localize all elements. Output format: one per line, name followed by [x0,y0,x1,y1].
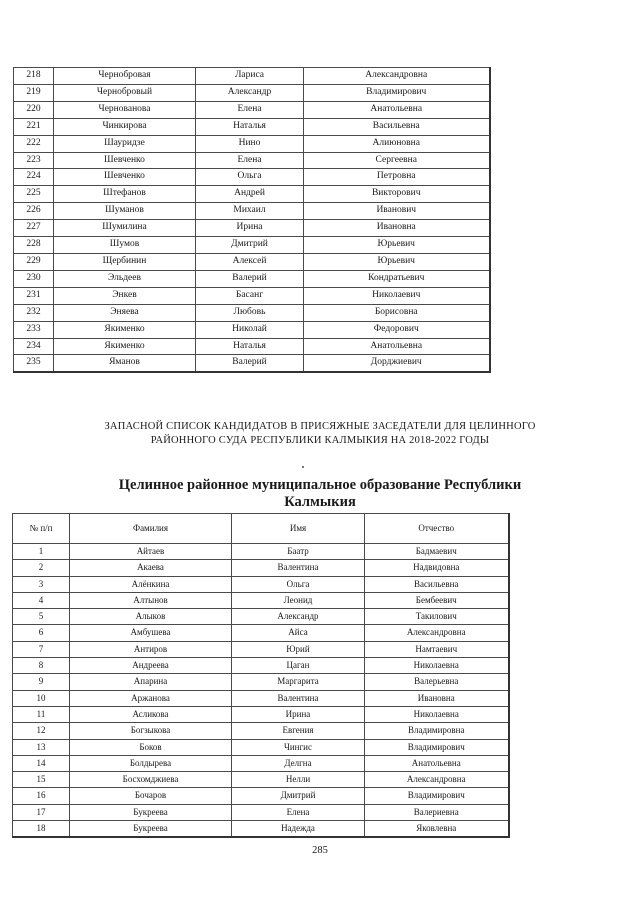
table-row [13,576,509,592]
cell-first-name: Нино [196,135,304,152]
cell-number: 235 [14,355,54,372]
cell-first-name: Чингис [232,739,365,755]
cell-number: 232 [14,304,54,321]
cell-number: 6 [13,625,70,641]
cell-surname: Болдырева [70,755,232,771]
municipality-heading-line1: Целинное районное муниципальное образование Республики [118,477,522,493]
reserve-list-title-line1: ЗАПАСНОЙ СПИСОК КАНДИДАТОВ В ПРИСЯЖНЫЕ ЗАСЕДАТЕЛИ ДЛЯ ЦЕЛИННОГО [104,421,536,432]
cell-patronymic: Кондратьевич [304,270,490,287]
cell-surname: Штефанов [54,186,196,203]
cell-number: 1 [13,544,70,560]
table-row [14,270,490,287]
cell-number: 225 [14,186,54,203]
cell-surname: Аржанова [70,690,232,706]
cell-patronymic: Владимирович [304,84,490,101]
cell-first-name: Юрий [232,641,365,657]
cell-first-name: Цаган [232,658,365,674]
table-row [14,68,490,85]
cell-surname: Чинкирова [54,118,196,135]
table-header-row [13,514,509,544]
cell-patronymic: Васильевна [304,118,490,135]
cell-first-name: Любовь [196,304,304,321]
cell-patronymic: Бадмаевич [365,544,509,560]
table-row [14,287,490,304]
cell-first-name: Дмитрий [196,237,304,254]
cell-patronymic: Владимировна [365,723,509,739]
cell-patronymic: Юрьевич [304,253,490,270]
table-row [14,321,490,338]
cell-surname: Щербинин [54,253,196,270]
header-patronymic: Отчество [365,514,509,544]
table-row [14,186,490,203]
cell-number: 224 [14,169,54,186]
table-row [13,690,509,706]
cell-surname: Боков [70,739,232,755]
table-row [14,101,490,118]
table-row [13,560,509,576]
cell-surname: Шумов [54,237,196,254]
cell-number: 5 [13,609,70,625]
cell-surname: Якименко [54,338,196,355]
cell-patronymic: Юрьевич [304,237,490,254]
municipality-heading-line2: Калмыкия [284,494,356,510]
cell-number: 226 [14,203,54,220]
header-surname: Фамилия [70,514,232,544]
table-row [13,821,509,838]
cell-patronymic: Борисовна [304,304,490,321]
table-row [14,304,490,321]
cell-patronymic: Валерьевна [365,674,509,690]
table-row [14,220,490,237]
table-row [14,135,490,152]
table-row [13,755,509,771]
header-first-name: Имя [232,514,365,544]
table-row [13,641,509,657]
cell-first-name: Леонид [232,592,365,608]
cell-first-name: Александр [196,84,304,101]
cell-patronymic: Надвидовна [365,560,509,576]
cell-number: 3 [13,576,70,592]
cell-number: 4 [13,592,70,608]
cell-first-name: Елена [196,101,304,118]
cell-surname: Букреева [70,821,232,838]
cell-first-name: Елена [232,804,365,820]
cell-patronymic: Намтаевич [365,641,509,657]
cell-first-name: Ольга [232,576,365,592]
cell-number: 218 [14,68,54,85]
cell-first-name: Алексей [196,253,304,270]
cell-first-name: Наталья [196,118,304,135]
table-row [13,592,509,608]
cell-surname: Якименко [54,321,196,338]
municipality-heading [0,477,640,511]
cell-surname: Шевченко [54,152,196,169]
candidate-table-continued [13,67,491,373]
cell-surname: Чернованова [54,101,196,118]
table-row [14,152,490,169]
cell-first-name: Лариса [196,68,304,85]
cell-first-name: Ирина [196,220,304,237]
cell-patronymic: Дорджиевич [304,355,490,372]
cell-number: 229 [14,253,54,270]
cell-patronymic: Анатольевна [304,338,490,355]
cell-first-name: Валерий [196,270,304,287]
cell-first-name: Делгна [232,755,365,771]
cell-patronymic: Петровна [304,169,490,186]
cell-surname: Эняева [54,304,196,321]
cell-first-name: Валерий [196,355,304,372]
table-row [13,544,509,560]
cell-first-name: Евгения [232,723,365,739]
table-row [13,804,509,820]
cell-first-name: Николай [196,321,304,338]
cell-surname: Бочаров [70,788,232,804]
reserve-list-title [0,420,640,448]
cell-first-name: Надежда [232,821,365,838]
cell-surname: Шумилина [54,220,196,237]
cell-patronymic: Иванович [304,203,490,220]
cell-number: 16 [13,788,70,804]
cell-first-name: Михаил [196,203,304,220]
cell-number: 9 [13,674,70,690]
cell-patronymic: Анатольевна [304,101,490,118]
cell-patronymic: Алиюновна [304,135,490,152]
table-row [14,118,490,135]
cell-surname: Шевченко [54,169,196,186]
cell-number: 2 [13,560,70,576]
cell-number: 15 [13,772,70,788]
reserve-list-title-line2: РАЙОННОГО СУДА РЕСПУБЛИКИ КАЛМЫКИЯ НА 2018-2022 ГОДЫ [150,435,490,446]
cell-first-name: Ольга [196,169,304,186]
cell-patronymic: Владимирович [365,788,509,804]
cell-surname: Яманов [54,355,196,372]
cell-first-name: Наталья [196,338,304,355]
cell-surname: Шуманов [54,203,196,220]
cell-patronymic: Ивановна [365,690,509,706]
cell-surname: Шауридзе [54,135,196,152]
table-row [14,253,490,270]
cell-patronymic: Ивановна [304,220,490,237]
table-row [13,625,509,641]
cell-surname: Айтаев [70,544,232,560]
cell-number: 7 [13,641,70,657]
cell-surname: Апарина [70,674,232,690]
cell-patronymic: Сергеевна [304,152,490,169]
cell-surname: Чернобровая [54,68,196,85]
cell-patronymic: Владимирович [365,739,509,755]
cell-number: 222 [14,135,54,152]
cell-number: 227 [14,220,54,237]
table-row [14,169,490,186]
cell-first-name: Баатр [232,544,365,560]
cell-first-name: Басанг [196,287,304,304]
cell-first-name: Валентина [232,690,365,706]
table-row [13,788,509,804]
cell-number: 221 [14,118,54,135]
cell-first-name: Ирина [232,706,365,722]
cell-surname: Энкев [54,287,196,304]
cell-patronymic: Александровна [365,625,509,641]
table-row [13,772,509,788]
header-number: № п/п [13,514,70,544]
cell-first-name: Александр [232,609,365,625]
cell-surname: Эльдеев [54,270,196,287]
cell-surname: Букреева [70,804,232,820]
cell-first-name: Дмитрий [232,788,365,804]
cell-patronymic: Анатольевна [365,755,509,771]
cell-number: 223 [14,152,54,169]
cell-first-name: Айса [232,625,365,641]
page-number: 285 [312,845,328,856]
table-row [13,706,509,722]
cell-number: 11 [13,706,70,722]
cell-surname: Босхомджиева [70,772,232,788]
table-row [13,609,509,625]
table-row [14,84,490,101]
table-row [13,723,509,739]
cell-number: 228 [14,237,54,254]
cell-number: 233 [14,321,54,338]
cell-patronymic: Николаевич [304,287,490,304]
cell-number: 18 [13,821,70,838]
cell-patronymic: Васильевна [365,576,509,592]
cell-patronymic: Викторович [304,186,490,203]
cell-surname: Алыков [70,609,232,625]
cell-surname: Акаева [70,560,232,576]
stray-mark [302,466,304,468]
cell-surname: Богзыкова [70,723,232,739]
reserve-candidate-table [12,513,510,838]
cell-surname: Алтынов [70,592,232,608]
cell-patronymic: Яковлевна [365,821,509,838]
cell-patronymic: Николаевна [365,706,509,722]
cell-patronymic: Федорович [304,321,490,338]
cell-first-name: Валентина [232,560,365,576]
cell-number: 220 [14,101,54,118]
cell-first-name: Андрей [196,186,304,203]
cell-surname: Антиров [70,641,232,657]
cell-number: 230 [14,270,54,287]
cell-number: 219 [14,84,54,101]
cell-first-name: Маргарита [232,674,365,690]
cell-surname: Алёнкина [70,576,232,592]
cell-first-name: Нелли [232,772,365,788]
cell-number: 234 [14,338,54,355]
cell-first-name: Елена [196,152,304,169]
cell-patronymic: Валериевна [365,804,509,820]
cell-surname: Андреева [70,658,232,674]
table-row [13,658,509,674]
cell-number: 231 [14,287,54,304]
cell-number: 17 [13,804,70,820]
table-row [13,739,509,755]
cell-patronymic: Бембеевич [365,592,509,608]
table-row [13,674,509,690]
cell-number: 14 [13,755,70,771]
cell-patronymic: Александровна [304,68,490,85]
table-row [14,203,490,220]
cell-number: 8 [13,658,70,674]
cell-patronymic: Николаевна [365,658,509,674]
cell-number: 10 [13,690,70,706]
cell-surname: Чернобровый [54,84,196,101]
table-row [14,355,490,372]
cell-number: 13 [13,739,70,755]
cell-surname: Амбушева [70,625,232,641]
cell-patronymic: Такилович [365,609,509,625]
cell-patronymic: Александровна [365,772,509,788]
table-row [14,338,490,355]
table-row [14,237,490,254]
cell-number: 12 [13,723,70,739]
cell-surname: Асликова [70,706,232,722]
